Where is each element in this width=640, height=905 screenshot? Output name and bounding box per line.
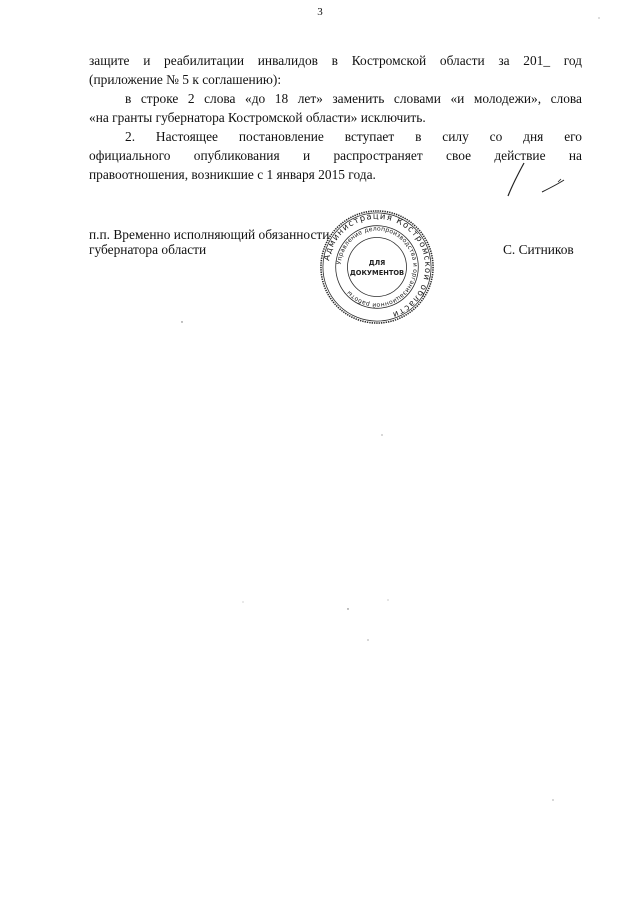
paragraph-line: защите и реабилитации инвалидов в Костромской области за 201_ год — [89, 53, 582, 68]
seal-outer-text: Администрация Костромской области — [321, 210, 434, 321]
seal-center-line1: ДЛЯ — [368, 259, 386, 268]
paragraph-line: официального опубликования и распространяет свое действие на — [89, 148, 582, 163]
page-number: 3 — [317, 6, 323, 18]
signature-mark — [498, 160, 578, 200]
official-seal — [318, 208, 436, 326]
paragraph-line: в строке 2 слова «до 18 лет» заменить словами «и молодежи», слова — [125, 91, 582, 106]
signatory-position-line1: п.п. Временно исполняющий обязанности — [89, 227, 330, 242]
paragraph-amendment — [89, 89, 582, 127]
paragraph-line: 2. Настоящее постановление вступает в силу со дня его — [125, 129, 582, 144]
paragraph-continuation — [89, 51, 582, 89]
seal-center-line2: ДОКУМЕНТОВ — [349, 268, 405, 277]
paragraph-line: (приложение № 5 к соглашению): — [89, 72, 282, 87]
paragraph-line: правоотношения, возникшие с 1 января 2015 года. — [89, 167, 376, 182]
paragraph-line: «на гранты губернатора Костромской области» исключить. — [89, 110, 426, 125]
seal-inner-text: Управление делопроизводства и организационной работы — [335, 225, 419, 309]
signatory-name: С. Ситников — [503, 242, 574, 257]
signatory-position-line2: губернатора области — [89, 242, 207, 257]
